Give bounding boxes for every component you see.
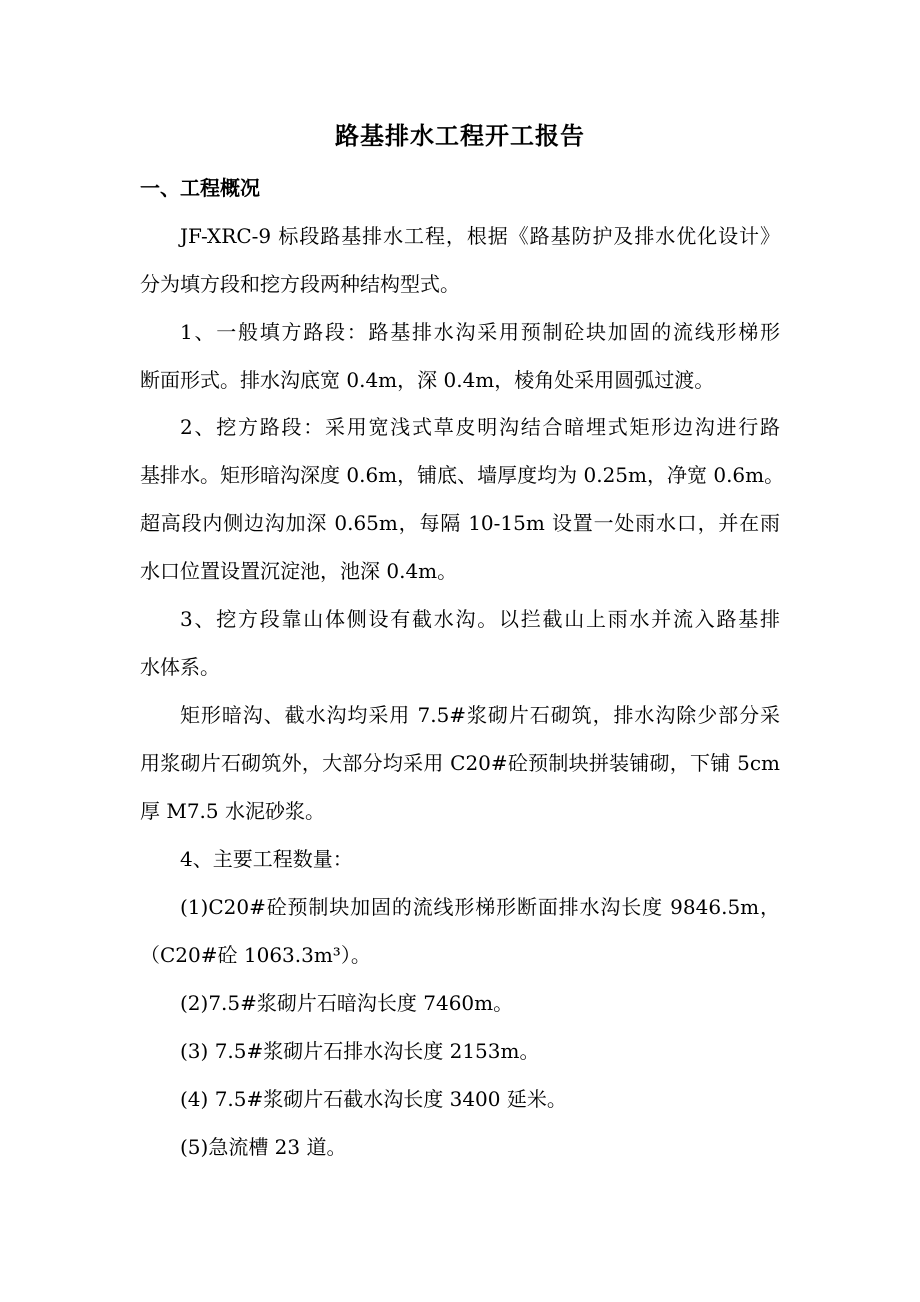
paragraph-line: 断面形式。排水沟底宽 0.4m，深 0.4m，棱角处采用圆弧过渡。 [140,368,715,392]
document-title: 路基排水工程开工报告 [335,121,585,150]
paragraph-line: JF-XRC-9 标段路基排水工程，根据《路基防护及排水优化设计》 [180,224,780,248]
paragraph-line: 分为填方段和挖方段两种结构型式。 [140,272,460,296]
paragraph-line: (3) 7.5#浆砌片石排水沟长度 2153m。 [180,1039,540,1063]
paragraph-line: 1、一般填方路段：路基排水沟采用预制砼块加固的流线形梯形 [180,320,780,344]
paragraph-line: 用浆砌片石砌筑外，大部分均采用 C20#砼预制块拼装铺砌，下铺 5cm [140,751,780,775]
paragraph-line: 水口位置设置沉淀池，池深 0.4m。 [140,559,458,583]
paragraph-line: (5)急流槽 23 道。 [180,1135,347,1159]
paragraph-line: (4) 7.5#浆砌片石截水沟长度 3400 延米。 [180,1087,567,1111]
paragraph-line: 2、挖方路段：采用宽浅式草皮明沟结合暗埋式矩形边沟进行路 [180,415,780,439]
paragraph-line: 3、挖方段靠山体侧设有截水沟。以拦截山上雨水并流入路基排 [180,607,780,631]
paragraph-line: 水体系。 [140,655,220,679]
section-heading-overview: 一、工程概况 [140,176,260,200]
paragraph-line: 基排水。矩形暗沟深度 0.6m，铺底、墙厚度均为 0.25m，净宽 0.6m。 [140,463,785,487]
paragraph-line: （C20#砼 1063.3m³）。 [140,943,371,967]
paragraph-line: (1)C20#砼预制块加固的流线形梯形断面排水沟长度 9846.5m， [180,895,780,919]
paragraph-line: 厚 M7.5 水泥砂浆。 [140,799,325,823]
paragraph-line: 4、主要工程数量： [180,847,353,871]
paragraph-line: 超高段内侧边沟加深 0.65m，每隔 10-15m 设置一处雨水口，并在雨 [140,511,780,535]
paragraph-line: 矩形暗沟、截水沟均采用 7.5#浆砌片石砌筑，排水沟除少部分采 [180,703,780,727]
paragraph-line: (2)7.5#浆砌片石暗沟长度 7460m。 [180,991,514,1015]
